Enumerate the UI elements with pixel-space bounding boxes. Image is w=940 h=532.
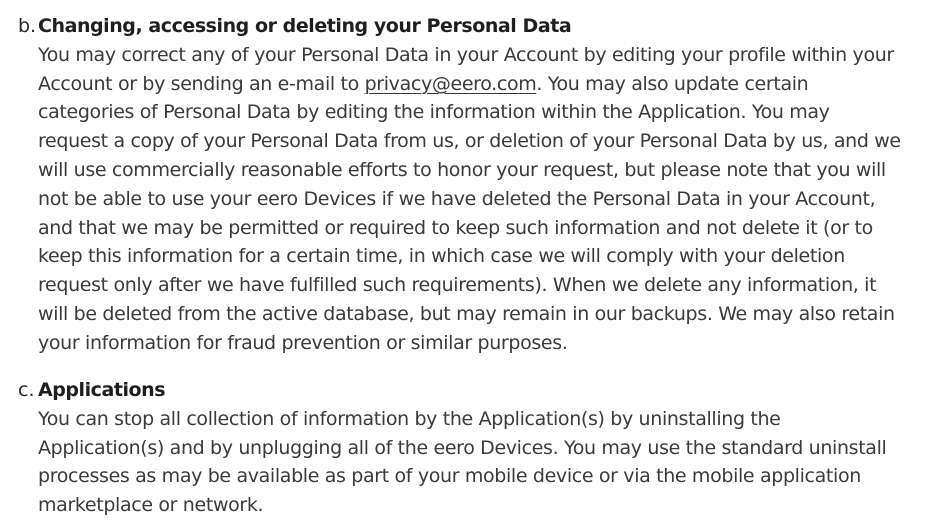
section-heading [0,12,940,41]
body-text: . You may also update certain [536,72,809,95]
body-line: Application(s) and by unplugging all of the eero Devices. You may use the standard uninstall [38,436,887,459]
body-line: keep this information for a certain time, in which case we will comply with your deletion [38,245,845,268]
section-b [0,12,940,358]
body-line: and that we may be permitted or required to keep such information and not delete it (or to [38,216,873,239]
section-body [38,41,940,358]
body-line: will be deleted from the active database, but may remain in our backups. We may also retain [38,302,895,325]
section-heading [0,376,940,405]
body-line: request a copy of your Personal Data from us, or deletion of your Personal Data by us, and we [38,130,901,153]
body-line: marketplace or network. [38,494,264,517]
section-title: Applications [38,379,166,401]
body-line: processes as may be available as part of your mobile device or via the mobile application [38,465,861,488]
body-line: your information for fraud prevention or similar purposes. [38,331,568,354]
body-line: You may correct any of your Personal Data in your Account by editing your profile within your [38,43,894,66]
section-body [38,405,940,520]
body-line [38,70,940,99]
section-marker: c. [18,379,35,401]
body-line: will use commercially reasonable efforts to honor your request, but please note that you will [38,158,886,181]
body-line: categories of Personal Data by editing the information within the Application. You may [38,101,830,124]
body-line: You can stop all collection of information by the Application(s) by uninstalling the [38,407,781,430]
body-text: Account or by sending an e-mail to [38,72,365,95]
section-marker: b. [18,15,37,37]
section-title: Changing, accessing or deleting your Personal Data [38,15,572,37]
section-c [0,376,940,520]
body-line: not be able to use your eero Devices if we have deleted the Personal Data in your Account, [38,187,876,210]
privacy-email-link[interactable]: privacy@eero.com [364,72,537,95]
body-line: request only after we have fulfilled such requirements). When we delete any information, it [38,274,877,297]
